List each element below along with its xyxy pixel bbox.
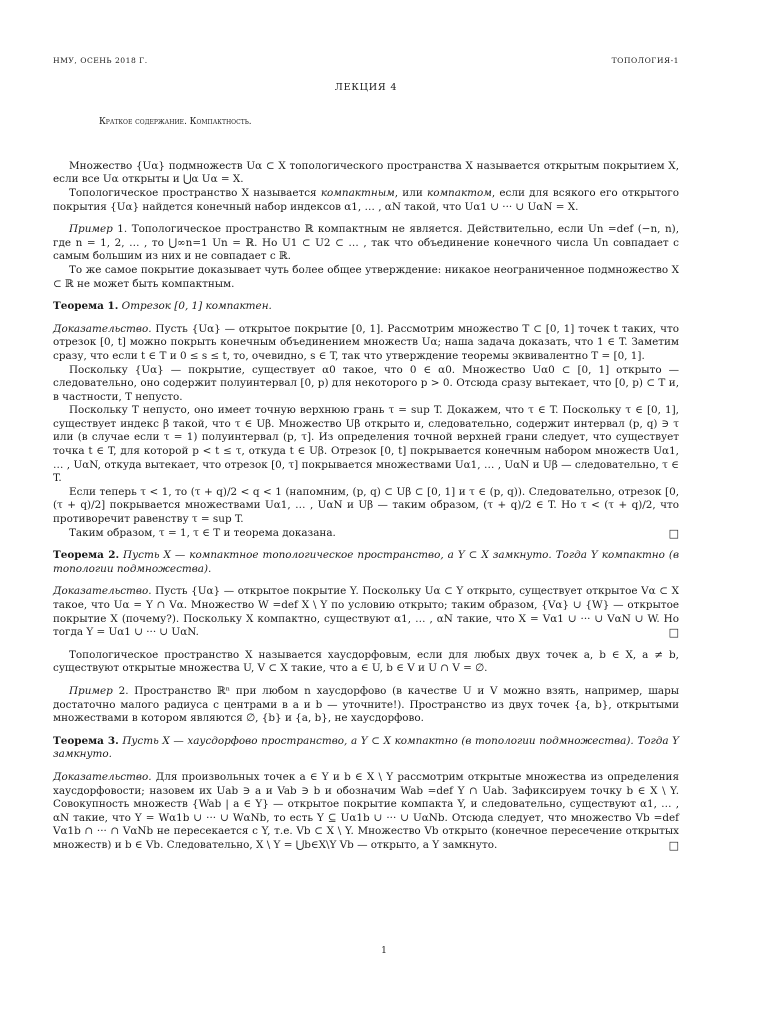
proof-3: Доказательство. Для произвольных точек a ∈ Y и b ∈ X \ Y рассмотрим открытые множества из определения хаусдорфовости; назовем их Uab ∋ a и Vab ∋ b и обозначим Wab =def Y ∩ Uab. Зафиксируем точку b ∈ X \ Y. Совокупность множеств {Wab | a ∈ Y} — открытое покрытие компакта Y, и следовательно, существуют α1, … , αN такие, что Y = Wα1b ∪ ··· ∪ WαNb, то есть Y ⊆ Uα1b ∪ ··· ∪ UαNb. Отсюда следует, что множество Vb =def Vα1b ∩ ··· ∩ VαNb не пересекается с Y, т.е. Vb ⊂ X \ Y. Множество Vb открыто (конечное пересечение открытых множеств) и b ∈ Vb. Следовательно, X \ Y = ⋃b∈X\Y Vb — открыто, а Y замкнуто. □ (53, 770, 679, 852)
proof-label: Доказательство. (53, 770, 152, 783)
lecture-title: ЛЕКЦИЯ 4 (334, 81, 398, 93)
theorem-2: Теорема 2. Пусть X — компактное топологическое пространство, а Y ⊂ X замкнуто. Тогда Y компактно (в топологии подмножества). (53, 549, 679, 575)
header-right: ТОПОЛОГИЯ-1 (611, 56, 679, 65)
theorem-label: Теорема 1. (53, 300, 119, 313)
paragraph-unbounded: То же самое покрытие доказывает чуть более общее утверждение: никакое неограниченное подмножество X ⊂ ℝ не может быть компактным. (53, 263, 679, 290)
summary: Краткое содержание. Компактность. (99, 117, 252, 128)
example-1: Пример 1. Топологическое пространство ℝ компактным не является. Действительно, если Un =def (−n, n), где n = 1, 2, … , то ⋃∞n=1 Un = ℝ. Но U1 ⊂ U2 ⊂ … , так что объединение конечного числа Un совпадает с самым большим из них и не совпадает с ℝ. (53, 223, 679, 263)
qed-symbol: □ (668, 838, 679, 852)
qed-symbol: □ (668, 526, 679, 540)
example-label: Пример (69, 223, 113, 236)
running-header (53, 54, 679, 68)
proof-1-end: □ Таким образом, τ = 1, τ ∈ T и теорема доказана. (69, 526, 679, 540)
proof-1-sup: Поскольку T непусто, оно имеет точную верхнюю грань τ = sup T. Докажем, что τ ∈ T. Поскольку τ ∈ [0, 1], существует индекс β такой, что τ ∈ Uβ. Множество Uβ открыто и, следовательно, содержит интервал (p, q) ∋ τ или (в случае если τ = 1) полуинтервал (p, τ]. Из определения точной верхней грани следует, что существует точка t ∈ T, для которой p < t ≤ τ, откуда t ∈ Uβ. Отрезок [0, t] покрывается конечным набором множеств Uα1, … , UαN, откуда вытекает, что отрезок [0, τ] покрывается множествами Uα1, … , UαN и Uβ — следовательно, τ ∈ T. (53, 404, 679, 485)
theorem-label: Теорема 3. (53, 734, 119, 747)
theorem-1: Теорема 1. Отрезок [0, 1] компактен. (53, 300, 272, 313)
proof-1-start: Доказательство. Пусть {Uα} — открытое покрытие [0, 1]. Рассмотрим множество T ⊂ [0, 1] точек t таких, что отрезок [0, t] можно покрыть конечным объединением множеств Uα; наша задача доказать, что 1 ∈ T. Заметим сразу, что если t ∈ T и 0 ≤ s ≤ t, то, очевидно, s ∈ T, так что утверждение теоремы эквивалентно T = [0, 1]. (53, 322, 679, 362)
proof-1-cover: Поскольку {Uα} — покрытие, существует α0 такое, что 0 ∈ α0. Множество Uα0 ⊂ [0, 1] открыто — следовательно, оно содержит полуинтервал [0, p) для некоторого p > 0. Отсюда сразу вытекает, что [0, p) ⊂ T и, в частности, T непусто. (53, 363, 679, 403)
paragraph-hausdorff-definition: Топологическое пространство X называется хаусдорфовым, если для любых двух точек a, b ∈ X, a ≠ b, существуют открытые множества U, V ⊂ X такие, что a ∈ U, b ∈ V и U ∩ V = ∅. (53, 648, 679, 675)
page-number: 1 (381, 946, 387, 956)
example-label: Пример (69, 684, 113, 697)
theorem-3: Теорема 3. Пусть X — хаусдорфово пространство, а Y ⊂ X компактно (в топологии подмножества). Тогда Y замкнуто. (53, 734, 680, 761)
proof-label: Доказательство. (53, 585, 152, 598)
proof-2: Доказательство. Пусть {Uα} — открытое покрытие Y. Поскольку Uα ⊂ Y открыто, существует открытое Vα ⊂ X такое, что Uα = Y ∩ Vα. Множество W =def X \ Y по условию открыто; таким образом, {Vα} ∪ {W} — открытое покрытие X (почему?). Поскольку X компактно, существуют α1, … , αN такие, что X = Vα1 ∪ ··· ∪ VαN ∪ W. Но тогда Y = Uα1 ∪ ··· ∪ UαN. □ (53, 585, 679, 640)
proof-label: Доказательство. (53, 322, 152, 335)
proof-1-contradiction: Если теперь τ < 1, то (τ + q)/2 < q < 1 (напомним, (p, q) ⊂ Uβ ⊂ [0, 1] и τ ∈ (p, q)). Следовательно, отрезок [0, (τ + q)/2] покрывается множествами Uα1, … , UαN и Uβ — таким образом, (τ + q)/2 ∈ T. Но τ < (τ + q)/2, что противоречит равенству τ = sup T. (53, 485, 679, 526)
qed-symbol: □ (668, 626, 679, 640)
example-2: Пример 2. Пространство ℝⁿ при любом n хаусдорфово (в качестве U и V можно взять, например, шары достаточно малого радиуса с центрами в a и b — уточните!). Пространство из двух точек {a, b}, открытыми множествами в котором являются ∅, {b} и {a, b}, не хаусдорфово. (53, 684, 679, 725)
header-left: НМУ, ОСЕНЬ 2018 Г. (53, 56, 148, 65)
page-body (53, 54, 679, 853)
paragraph-compact-definition: Топологическое пространство X называется компактным, или компактом, если для всякого его открытого покрытия {Uα} найдется конечный набор индексов α1, … , αN такой, что Uα1 ∪ ··· ∪ UαN = X. (53, 186, 679, 213)
paragraph-open-cover: Множество {Uα} подмножеств Uα ⊂ X топологического пространства X называется открытым покрытием X, если все Uα открыты и ⋃α Uα = X. (53, 159, 679, 186)
theorem-label: Теорема 2. (53, 549, 120, 562)
